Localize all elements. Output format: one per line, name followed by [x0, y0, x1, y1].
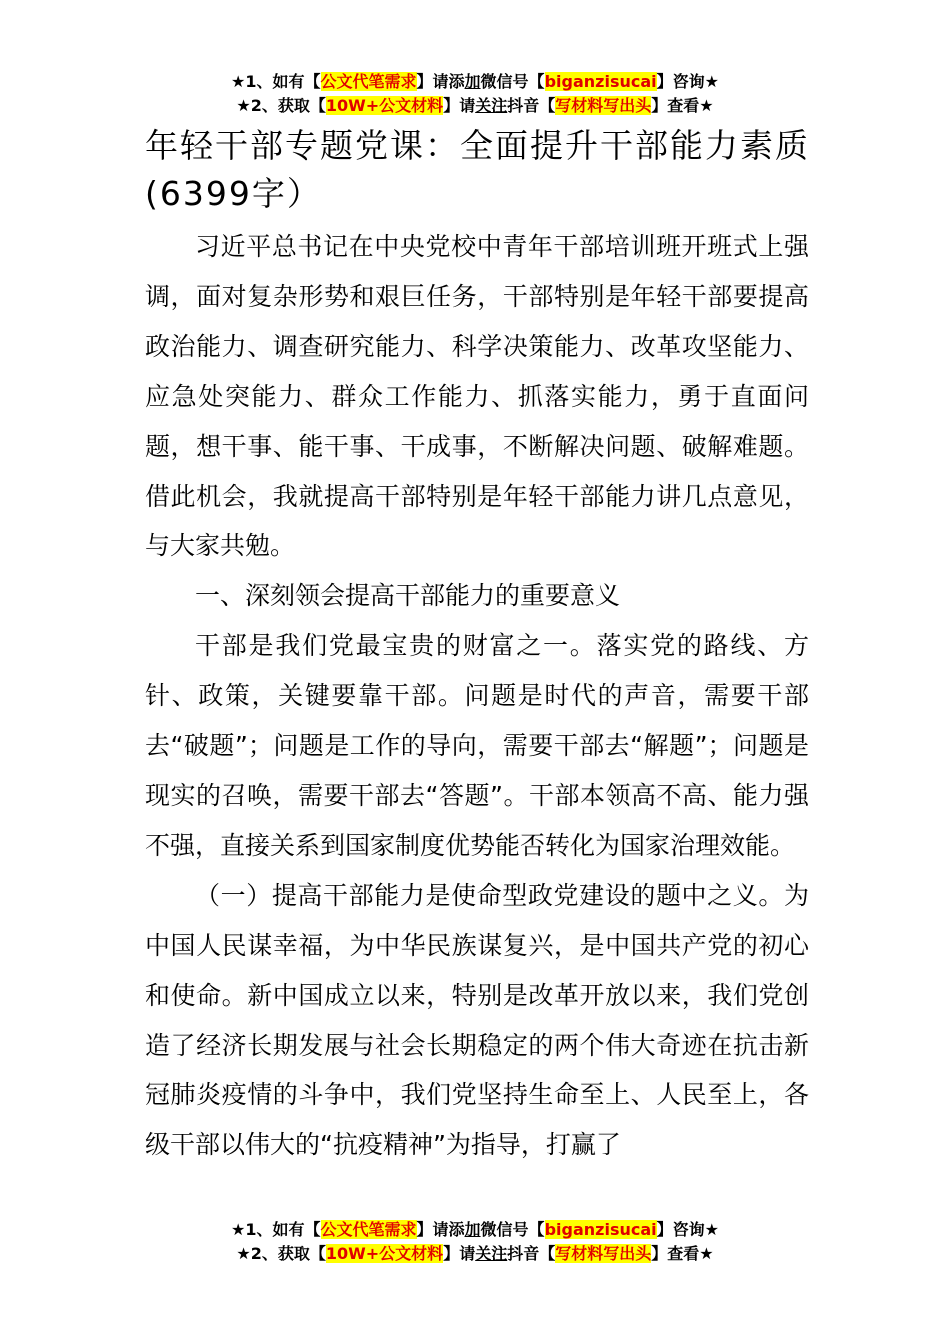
paragraph-intro: 习近平总书记在中央党校中青年干部培训班开班式上强调，面对复杂形势和艰巨任务，干部特别是年轻干部要提高政治能力、调查研究能力、科学决策能力、改革攻坚能力、应急处突能力、群众工作能力、抓落实能力，勇于直面问题，想干事、能干事、干成事，不断解决问题、破解难题。借此机会，我就提高干部特别是年轻干部能力讲几点意见，与大家共勉。 — [145, 232, 809, 561]
banner-underlined: 加 — [464, 72, 481, 91]
banner-text: 】咨询★ — [656, 72, 719, 91]
document-title: 年轻干部专题党课：全面提升干部能力素质(6399字） — [145, 126, 810, 213]
banner-highlight: 公文代笔需求 — [320, 1220, 417, 1239]
banner-highlight: 10W+公文材料 — [325, 1244, 444, 1263]
banner-highlight: 公文代笔需求 — [320, 72, 417, 91]
header-banner — [0, 70, 950, 118]
banner-text: ★2、获取【 — [236, 96, 326, 115]
banner-highlight: biganzisucai — [544, 72, 657, 91]
banner-highlight: biganzisucai — [544, 1220, 657, 1239]
banner-line-2 — [0, 94, 950, 118]
banner-text: 】请添 — [416, 1220, 465, 1239]
section-heading: 一、深刻领会提高干部能力的重要意义 — [195, 581, 621, 611]
banner-underlined: 关注 — [475, 1244, 508, 1263]
banner-text: 】请 — [443, 96, 476, 115]
banner-underlined: 关注 — [475, 96, 508, 115]
banner-text: 抖音【 — [507, 96, 556, 115]
banner-text: 】请 — [443, 1244, 476, 1263]
banner-line-1 — [0, 1218, 950, 1242]
banner-line-1 — [0, 70, 950, 94]
banner-line-2 — [0, 1242, 950, 1266]
banner-text: 】咨询★ — [656, 1220, 719, 1239]
banner-text: 抖音【 — [507, 1244, 556, 1263]
banner-text: ★1、如有【 — [231, 72, 321, 91]
paragraph: （一）提高干部能力是使命型政党建设的题中之义。为中国人民谋幸福，为中华民族谋复兴，是中国共产党的初心和使命。新中国成立以来，特别是改革开放以来，我们党创造了经济长期发展与社会长期稳定的两个伟大奇迹在抗击新冠肺炎疫情的斗争中，我们党坚持生命至上、人民至上，各级干部以伟大的“抗疫精神”为指导，打赢了 — [145, 880, 809, 1160]
banner-text: 】请添 — [416, 72, 465, 91]
banner-underlined: 加 — [464, 1220, 481, 1239]
footer-banner — [0, 1218, 950, 1266]
banner-text: 微信号【 — [480, 72, 545, 91]
banner-text: 】查看★ — [651, 96, 714, 115]
banner-highlight: 10W+公文材料 — [325, 96, 444, 115]
paragraph: 干部是我们党最宝贵的财富之一。落实党的路线、方针、政策，关键要靠干部。问题是时代的声音，需要干部去“破题”；问题是工作的导向，需要干部去“解题”；问题是现实的召唤，需要干部去“答题”。干部本领高不高、能力强不强，直接关系到国家制度优势能否转化为国家治理效能。 — [145, 631, 809, 860]
banner-text: 】查看★ — [651, 1244, 714, 1263]
banner-text: ★1、如有【 — [231, 1220, 321, 1239]
banner-text: ★2、获取【 — [236, 1244, 326, 1263]
document-body — [145, 222, 809, 1170]
banner-highlight: 写材料写出头 — [555, 1244, 652, 1263]
banner-highlight: 写材料写出头 — [555, 96, 652, 115]
banner-text: 微信号【 — [480, 1220, 545, 1239]
